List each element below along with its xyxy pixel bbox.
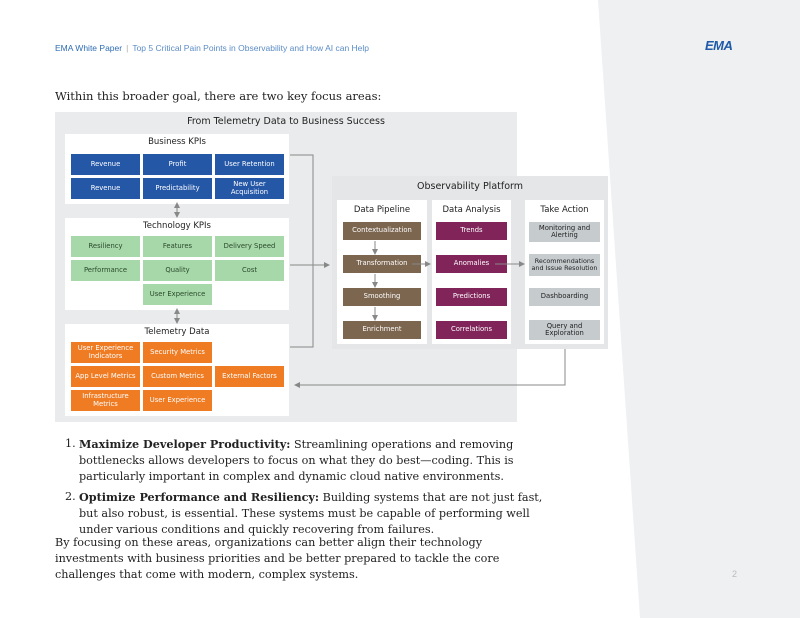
observability-platform-title: Observability Platform (416, 181, 524, 192)
tech-kpi-features: Features (143, 236, 212, 257)
data-pipeline-title: Data Pipeline (353, 205, 411, 215)
pipeline-transformation: Transformation (343, 255, 421, 273)
ema-logo: EMA (705, 38, 733, 53)
list-item-heading: Optimize Performance and Resiliency: (79, 489, 320, 504)
tech-kpi-user-experience: User Experience (143, 284, 212, 305)
observability-platform (332, 176, 608, 349)
telemetry-data-title: Telemetry Data (144, 327, 210, 337)
data-analysis-column (432, 200, 511, 344)
pipeline-enrichment: Enrichment (343, 321, 421, 339)
analysis-anomalies: Anomalies (436, 255, 507, 273)
closing-paragraph: By focusing on these areas, organizations can better align their technology investments with business priorities and be better prepared to tackle the core challenges that come with modern, complex systems. (55, 536, 500, 582)
list-item (55, 489, 545, 539)
data-analysis-title: Data Analysis (442, 205, 501, 215)
business-kpi-predictability: Predictability (143, 178, 212, 199)
header-subtitle: Top 5 Critical Pain Points in Observability and How AI can Help (132, 43, 370, 53)
document-header (55, 43, 369, 53)
tech-kpi-delivery-speed: Delivery Speed (215, 236, 284, 257)
telemetry-security-metrics: Security Metrics (143, 342, 212, 363)
intro-paragraph: Within this broader goal, there are two key focus areas: (55, 89, 382, 103)
list-item-number: 1. (65, 437, 76, 450)
business-kpis-panel (65, 134, 289, 204)
list-item-heading: Maximize Developer Productivity: (79, 437, 291, 451)
business-kpi-profit: Profit (143, 154, 212, 175)
business-kpi-new-user-acquisition: New User Acquisition (215, 178, 284, 199)
list-item-text: Streamlining operations and removing bottlenecks allows developers to focus on what they do best—coding. This is particularly important in complex and dynamic cloud native environments. (79, 438, 514, 484)
technology-kpis-panel (65, 218, 289, 310)
technology-kpis-title: Technology KPIs (143, 221, 211, 231)
tech-kpi-cost: Cost (215, 260, 284, 281)
list-item (55, 436, 545, 486)
telemetry-data-panel (65, 324, 289, 416)
business-kpi-revenue: Revenue (71, 154, 140, 175)
telemetry-custom-metrics: Custom Metrics (143, 366, 212, 387)
business-kpis-title: Business KPIs (148, 137, 206, 147)
header-separator: | (126, 43, 129, 53)
tech-kpi-performance: Performance (71, 260, 140, 281)
action-monitoring-alerting: Monitoring and Alerting (529, 222, 600, 242)
business-kpi-user-retention: User Retention (215, 154, 284, 175)
telemetry-app-level-metrics: App Level Metrics (71, 366, 140, 387)
data-pipeline-column (337, 200, 427, 344)
take-action-column (525, 200, 604, 344)
action-dashboarding: Dashboarding (529, 288, 600, 306)
analysis-correlations: Correlations (436, 321, 507, 339)
action-query-exploration: Query and Exploration (529, 320, 600, 340)
list-item-number: 2. (65, 489, 76, 503)
focus-areas-list (55, 436, 545, 541)
telemetry-external-factors: External Factors (215, 366, 284, 387)
business-kpi-revenue-2: Revenue (71, 178, 140, 199)
page-number: 2 (732, 569, 738, 579)
analysis-trends: Trends (436, 222, 507, 240)
pipeline-contextualization: Contextualization (343, 222, 421, 240)
action-recommendations: Recommendations and Issue Resolution (529, 254, 600, 276)
pipeline-smoothing: Smoothing (343, 288, 421, 306)
list-item-text: Building systems that are not just fast, but also robust, is essential. These systems must be capable of performing well under various conditions and quickly recovering from failures. (79, 490, 543, 537)
header-brand: EMA White Paper (55, 43, 123, 53)
tech-kpi-resiliency: Resiliency (71, 236, 140, 257)
take-action-title: Take Action (540, 205, 589, 215)
analysis-predictions: Predictions (436, 288, 507, 306)
telemetry-user-experience-indicators: User Experience Indicators (71, 342, 140, 363)
telemetry-user-experience: User Experience (143, 390, 212, 411)
tech-kpi-quality: Quality (143, 260, 212, 281)
diagram-title: From Telemetry Data to Business Success (187, 116, 385, 127)
telemetry-infrastructure-metrics: Infrastructure Metrics (71, 390, 140, 411)
